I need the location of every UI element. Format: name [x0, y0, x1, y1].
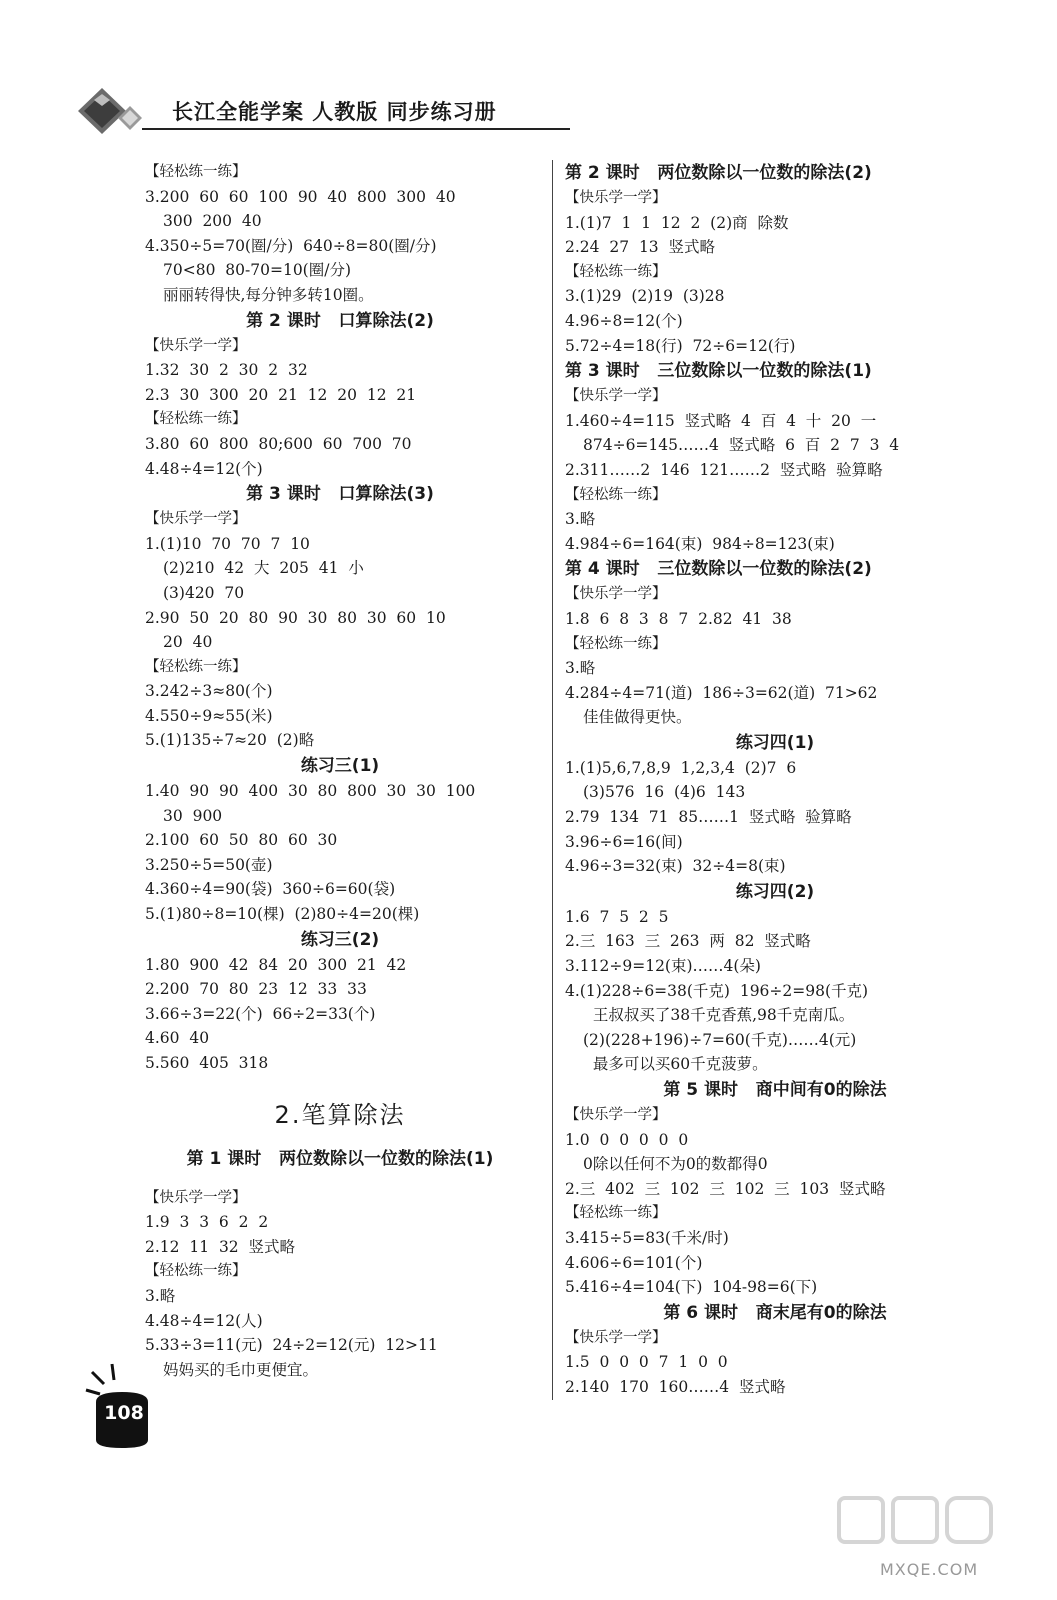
- answer-line: 0除以任何不为0的数都得0: [583, 1155, 768, 1174]
- exercise-tag: 【快乐学一学】: [565, 1107, 667, 1123]
- exercise-tag: 【快乐学一学】: [145, 1189, 247, 1206]
- lesson-heading: 练习三(2): [300, 929, 380, 950]
- page-header: [72, 78, 532, 138]
- answer-line: 5.560 405 318: [145, 1054, 269, 1072]
- answer-line: 3.200 60 60 100 90 40 800 300 40: [145, 187, 456, 206]
- lesson-heading: 第 4 课时 三位数除以一位数的除法(2): [565, 559, 872, 580]
- answer-line: 3.250÷5=50(壶): [145, 855, 273, 874]
- column-divider: [552, 160, 553, 1400]
- answer-line: 20 40: [163, 633, 213, 652]
- exercise-tag: 【轻松练一练】: [145, 411, 247, 428]
- answer-line: 最多可以买60千克菠萝。: [583, 1055, 768, 1074]
- exercise-tag: 【轻松练一练】: [565, 263, 667, 280]
- lesson-heading: 第 1 课时 两位数除以一位数的除法(1): [186, 1148, 494, 1169]
- answer-line: 4.48÷4=12(人): [145, 1311, 263, 1330]
- answer-line: (3)420 70: [163, 583, 245, 602]
- exercise-tag: 【快乐学一学】: [565, 1329, 667, 1346]
- answer-line: 2.140 170 160……4 竖式略: [565, 1377, 786, 1396]
- answer-line: 5.(1)135÷7≈20 (2)略: [145, 731, 315, 750]
- answer-line: 1.40 90 90 400 30 80 800 30 30 100: [145, 782, 476, 801]
- answer-line: 874÷6=145……4 竖式略 6 百 2 7 3 4: [583, 436, 900, 455]
- answer-line: (2)(228+196)÷7=60(千克)……4(元): [583, 1030, 857, 1049]
- answer-line: 2.3 30 300 20 21 12 20 12 21: [145, 385, 417, 404]
- answer-line: 4.984÷6=164(束) 984÷8=123(束): [565, 534, 835, 553]
- answer-line: 3.415÷5=83(千米/时): [565, 1228, 729, 1247]
- answer-line: 3.(1)29 (2)19 (3)28: [565, 287, 725, 306]
- answer-line: 3.66÷3=22(个) 66÷2=33(个): [145, 1004, 376, 1023]
- exercise-tag: 【轻松练一练】: [565, 635, 667, 652]
- answer-line: 4.(1)228÷6=38(千克) 196÷2=98(千克): [565, 981, 869, 1000]
- answer-line: 1.(1)7 1 1 12 2 (2)商 除数: [565, 213, 789, 232]
- answer-line: 1.5 0 0 0 7 1 0 0: [565, 1353, 728, 1372]
- exercise-tag: 【轻松练一练】: [565, 1205, 667, 1222]
- answer-line: 4.350÷5=70(圈/分) 640÷8=80(圈/分): [145, 236, 437, 255]
- answer-line: 3.略: [145, 1286, 176, 1305]
- answer-line: 4.96÷8=12(个): [565, 311, 683, 330]
- lesson-heading: 练习四(1): [735, 732, 815, 753]
- answer-line: 3.242÷3≈80(个): [145, 682, 273, 701]
- answer-line: 1.(1)5,6,7,8,9 1,2,3,4 (2)7 6: [565, 758, 797, 777]
- exercise-tag: 【轻松练一练】: [145, 658, 247, 675]
- exercise-tag: 【快乐学一学】: [565, 190, 667, 206]
- answer-line: 4.606÷6=101(个): [565, 1253, 703, 1272]
- answer-line: 4.284÷4=71(道) 186÷3=62(道) 71>62: [565, 683, 878, 702]
- answer-line: 王叔叔买了38千克香蕉,98千克南瓜。: [583, 1006, 855, 1025]
- exercise-tag: 【快乐学一学】: [145, 337, 247, 354]
- answer-line: 2.24 27 13 竖式略: [565, 238, 716, 257]
- answer-line: 4.550÷9≈55(米): [145, 706, 273, 725]
- exercise-tag: 【快乐学一学】: [145, 511, 247, 528]
- exercise-tag: 【轻松练一练】: [145, 1263, 247, 1280]
- spacer: [145, 1172, 535, 1186]
- header-rule: [142, 128, 570, 130]
- answer-line: 4.360÷4=90(袋) 360÷6=60(袋): [145, 880, 396, 899]
- answer-line: 1.8 6 8 3 8 7 2.82 41 38: [565, 609, 792, 628]
- answer-line: 4.48÷4=12(个): [145, 459, 263, 478]
- answer-line: 1.6 7 5 2 5: [565, 907, 669, 926]
- lesson-heading: 练习四(2): [735, 881, 815, 902]
- exercise-tag: 【快乐学一学】: [565, 388, 667, 405]
- answer-line: 丽丽转得快,每分钟多转10圈。: [163, 285, 374, 304]
- answer-line: 2.12 11 32 竖式略: [145, 1237, 296, 1256]
- answer-line: 300 200 40: [163, 212, 262, 231]
- exercise-tag: 【轻松练一练】: [565, 486, 667, 503]
- answer-line: 2.200 70 80 23 12 33 33: [145, 980, 367, 999]
- answer-line: 4.96÷3=32(束) 32÷4=8(束): [565, 857, 786, 876]
- answer-line: 5.416÷4=104(下) 104-98=6(下): [565, 1278, 818, 1297]
- answer-line: 5.72÷4=18(行) 72÷6=12(行): [565, 336, 796, 355]
- lesson-heading: 第 6 课时 商末尾有0的除法: [663, 1302, 887, 1323]
- answer-line: 妈妈买的毛巾更便宜。: [163, 1360, 319, 1379]
- answer-line: 3.80 60 800 80;600 60 700 70: [145, 434, 412, 453]
- answer-line: 3.96÷6=16(间): [565, 832, 683, 851]
- answer-line: 4.60 40: [145, 1029, 210, 1048]
- answer-line: 70<80 80-70=10(圈/分): [163, 261, 351, 280]
- answer-line: 1.9 3 3 6 2 2: [145, 1213, 269, 1232]
- answer-line: 3.略: [565, 659, 596, 678]
- answer-line: 3.112÷9=12(束)……4(朵): [565, 957, 761, 976]
- page-number: 108: [104, 1402, 144, 1424]
- lesson-heading: 练习三(1): [300, 756, 380, 777]
- answer-line: 30 900: [163, 806, 223, 825]
- answer-line: 2.三 402 三 102 三 102 三 103 竖式略: [565, 1179, 886, 1198]
- answer-line: 2.311……2 146 121……2 竖式略 验算略: [565, 460, 883, 479]
- lesson-heading: 第 2 课时 两位数除以一位数的除法(2): [565, 163, 872, 183]
- answer-line: (3)576 16 (4)6 143: [583, 783, 746, 802]
- lesson-heading: 第 3 课时 三位数除以一位数的除法(1): [565, 361, 872, 382]
- answer-line: 3.略: [565, 510, 596, 529]
- answer-line: 1.32 30 2 30 2 32: [145, 361, 308, 380]
- exercise-tag: 【轻松练一练】: [145, 164, 247, 180]
- answer-line: 2.三 163 三 263 两 82 竖式略: [565, 932, 811, 951]
- lesson-heading: 第 5 课时 商中间有0的除法: [663, 1080, 887, 1100]
- answer-line: 1.(1)10 70 70 7 10: [145, 534, 310, 553]
- answer-line: (2)210 42 大 205 41 小: [163, 559, 364, 578]
- section-title: 2.笔算除法: [274, 1100, 406, 1129]
- answer-line: 2.100 60 50 80 60 30: [145, 831, 338, 850]
- watermark-text: MXQE.COM: [880, 1560, 979, 1579]
- lesson-heading: 第 2 课时 口算除法(2): [246, 310, 434, 331]
- exercise-tag: 【快乐学一学】: [565, 586, 667, 603]
- left-column: [145, 160, 535, 1382]
- answer-line: 佳佳做得更快。: [583, 708, 692, 727]
- answer-line: 1.460÷4=115 竖式略 4 百 4 十 20 一: [565, 411, 877, 430]
- answer-line: 1.80 900 42 84 20 300 21 42: [145, 955, 407, 974]
- answer-line: 5.33÷3=11(元) 24÷2=12(元) 12>11: [145, 1336, 438, 1355]
- lesson-heading: 第 3 课时 口算除法(3): [246, 484, 434, 505]
- answer-line: 2.79 134 71 85……1 竖式略 验算略: [565, 808, 852, 827]
- answer-line: 5.(1)80÷8=10(棵) (2)80÷4=20(棵): [145, 905, 420, 924]
- header-title: 长江全能学案 人教版 同步练习册: [172, 100, 497, 124]
- answer-line: 1.0 0 0 0 0 0: [565, 1130, 689, 1149]
- answer-line: 2.90 50 20 80 90 30 80 30 60 10: [145, 608, 446, 627]
- right-column: [565, 160, 985, 1400]
